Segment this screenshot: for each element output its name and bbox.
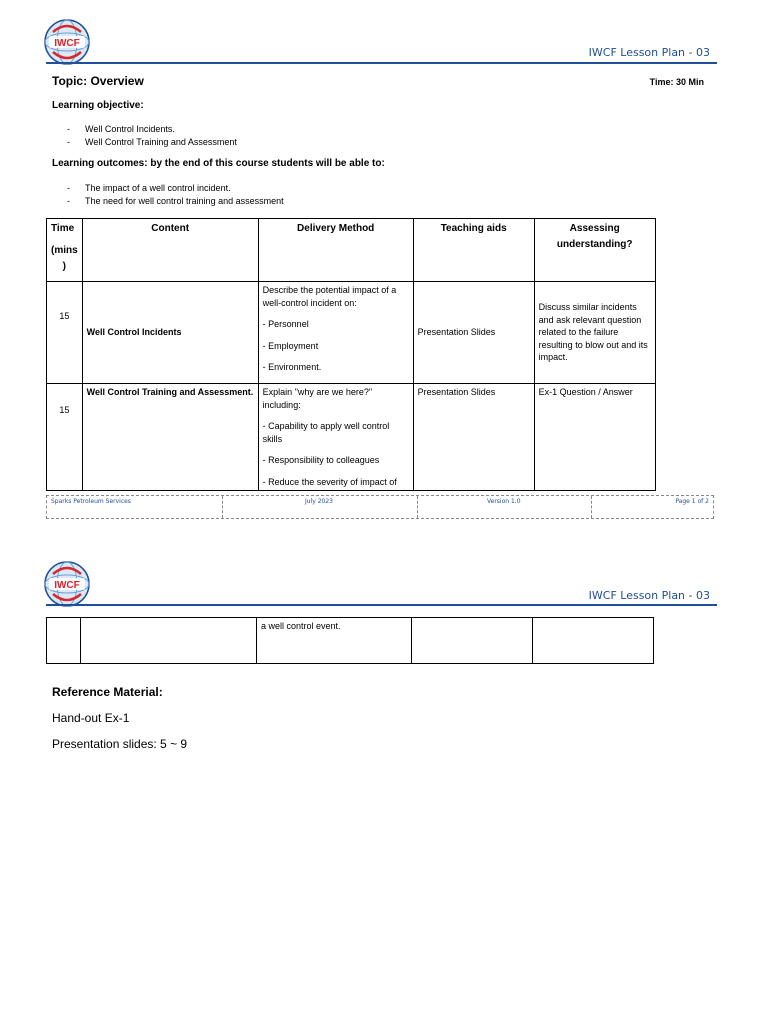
- reference-title: Reference Material:: [52, 685, 163, 699]
- footer-divider: [591, 496, 592, 518]
- row-aids: Presentation Slides: [413, 282, 534, 384]
- learning-outcomes-heading: Learning outcomes: by the end of this course students will be able to:: [52, 158, 385, 169]
- header-divider: [46, 62, 717, 64]
- learning-objective-list: [67, 123, 237, 149]
- footer-version: Version 1.0: [487, 498, 521, 505]
- page-footer: [46, 495, 714, 519]
- col-header-assess: Assessing understanding?: [534, 219, 655, 282]
- header-divider: [46, 604, 717, 606]
- footer-divider: [417, 496, 418, 518]
- list-item: - Well Control Training and Assessment: [67, 137, 237, 147]
- iwcf-logo: [43, 560, 91, 608]
- row-assess: Ex-1 Question / Answer: [534, 384, 655, 491]
- col-header-delivery: Delivery Method: [258, 219, 413, 282]
- footer-date: July 2023: [305, 498, 333, 505]
- row-aids: Presentation Slides: [413, 384, 534, 491]
- row-time: 15: [47, 282, 83, 384]
- row-content: Well Control Training and Assessment.: [82, 384, 258, 491]
- row-content: [81, 618, 257, 664]
- header-title: IWCF Lesson Plan - 03: [588, 46, 710, 59]
- reference-item: Hand-out Ex-1: [52, 711, 130, 725]
- row-assess: [533, 618, 654, 664]
- reference-item: Presentation slides: 5 ~ 9: [52, 737, 188, 751]
- topic-title: Topic: Overview: [52, 74, 144, 88]
- iwcf-logo: [43, 18, 91, 66]
- row-delivery: Describe the potential impact of a well-control incident on: - Personnel - Employment - Environment.: [258, 282, 413, 384]
- learning-outcomes-list: [67, 182, 284, 208]
- table-row: [47, 384, 656, 491]
- learning-objective-heading: Learning objective:: [52, 100, 144, 111]
- row-time: 15: [47, 384, 83, 491]
- row-assess: Discuss similar incidents and ask relevant question related to the failure resulting to blow out and its impact.: [534, 282, 655, 384]
- table-row: [47, 282, 656, 384]
- lesson-plan-table-continued: [46, 617, 654, 664]
- time-label: Time: 30 Min: [649, 77, 704, 87]
- footer-page: Page 1 of 2: [675, 498, 709, 505]
- table-row: [47, 618, 654, 664]
- svg-text:IWCF: IWCF: [54, 38, 80, 49]
- row-time: [47, 618, 81, 664]
- row-delivery: a well control event.: [257, 618, 412, 664]
- row-delivery: Explain "why are we here?" including: - Capability to apply well control skills - Responsibility to colleagues - Reduce the severity of impact of: [258, 384, 413, 491]
- list-item: - The impact of a well control incident.: [67, 183, 231, 193]
- header-title: IWCF Lesson Plan - 03: [588, 589, 710, 602]
- col-header-aids: Teaching aids: [413, 219, 534, 282]
- row-aids: [412, 618, 533, 664]
- svg-text:IWCF: IWCF: [54, 580, 80, 591]
- list-item: - The need for well control training and assessment: [67, 196, 284, 206]
- col-header-content: Content: [82, 219, 258, 282]
- lesson-plan-table: [46, 218, 656, 491]
- col-header-time: Time (mins ): [47, 219, 83, 282]
- row-content: Well Control Incidents: [82, 282, 258, 384]
- footer-divider: [222, 496, 223, 518]
- footer-company: Sparks Petroleum Services: [51, 498, 131, 505]
- table-header-row: [47, 219, 656, 282]
- list-item: - Well Control Incidents.: [67, 124, 175, 134]
